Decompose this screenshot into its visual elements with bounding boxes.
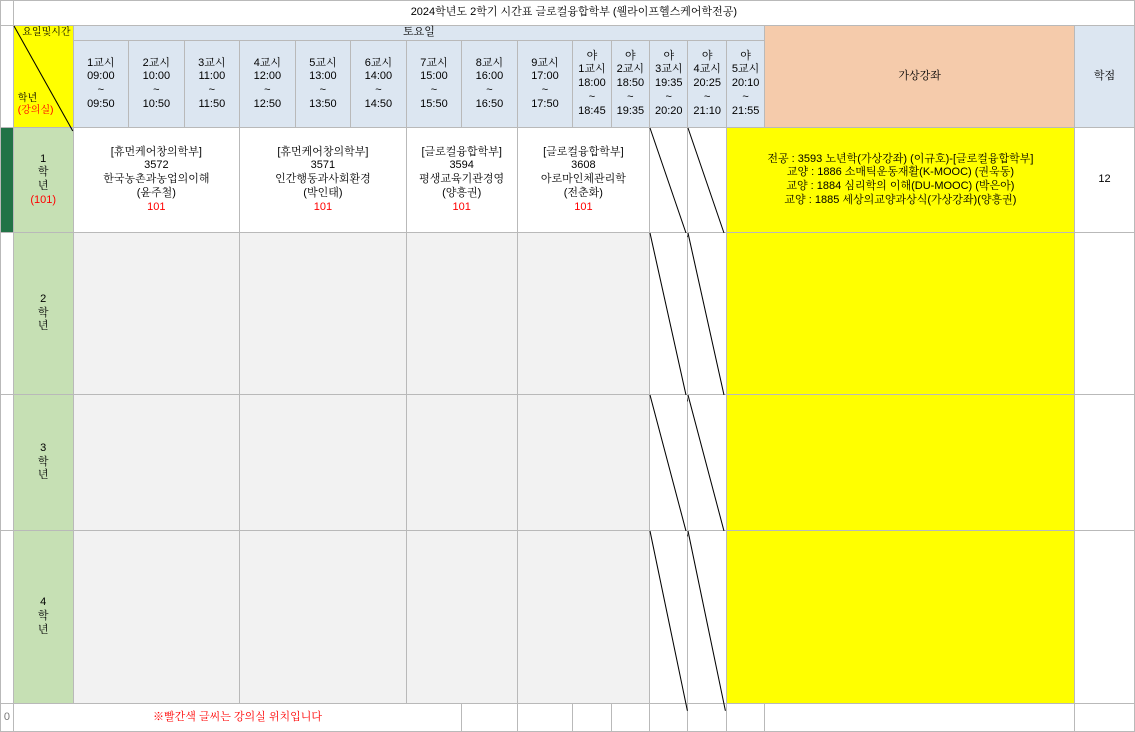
credit-cell-4 <box>1074 531 1134 704</box>
period-header-7: 7교시 15:00 ~ 15:50 <box>406 41 462 128</box>
course-cell-1[interactable]: [휴먼케어창의학부] 3572 한국농촌과농업의이해 (윤주철) 101 <box>73 128 240 233</box>
empty-diagonal-cell-4b <box>688 531 726 704</box>
left-edge-spacer <box>1 26 14 128</box>
footer-blank-3 <box>573 704 611 732</box>
footer-blank-4 <box>611 704 649 732</box>
course-cell-3[interactable]: [글로컬융합학부] 3594 평생교육기관경영 (양흥권) 101 <box>406 128 517 233</box>
empty-diagonal-cell-1b <box>688 128 726 233</box>
credit-cell-2 <box>1074 233 1134 395</box>
footer-blank-7 <box>726 704 764 732</box>
empty-cell-4a[interactable] <box>73 531 240 704</box>
year-room-1: (101) <box>30 193 57 206</box>
row-marker-year-3 <box>1 395 14 531</box>
virtual-course-cell-1[interactable]: 전공 : 3593 노년학(가상강좌) (이규호)-[글로컬융합학부] 교양 : 1886 소매틱운동재활(K-MOOC) (권욱동) 교양 : 1884 심리학의 이해(DU-MOOC) (박은아) 교양 : 1885 세상의교양과상식(가상강좌)(양흥권) <box>726 128 1074 233</box>
saturday-header-row <box>1 26 1135 41</box>
table-row-year-4 <box>1 531 1135 704</box>
period-header-6: 6교시 14:00 ~ 14:50 <box>351 41 407 128</box>
row-marker-year-4 <box>1 531 14 704</box>
footer-note: ※빨간색 글씨는 강의실 위치입니다 <box>13 704 461 732</box>
period-header-2: 2교시 10:00 ~ 10:50 <box>129 41 185 128</box>
footer-blank-9 <box>1074 704 1134 732</box>
page-title: 2024학년도 2학기 시간표 글로컬융합학부 (웰라이프헬스케어학전공) <box>13 1 1134 26</box>
year-label-2: 2 학 년 <box>13 233 73 395</box>
corner-bottom-sub: (강의실) <box>17 105 54 116</box>
footer-blank-2 <box>517 704 573 732</box>
period-header-9: 9교시 17:00 ~ 17:50 <box>517 41 573 128</box>
period-header-3: 3교시 11:00 ~ 11:50 <box>184 41 240 128</box>
empty-cell-4b[interactable] <box>240 531 407 704</box>
virtual-course-cell-3[interactable] <box>726 395 1074 531</box>
empty-cell-4d[interactable] <box>517 531 649 704</box>
period-header-night-3: 야 3교시 19:35 ~ 20:20 <box>650 41 688 128</box>
virtual-course-cell-2[interactable] <box>726 233 1074 395</box>
title-row <box>1 1 1135 26</box>
corner-top-label: 요일및시간 <box>22 27 71 38</box>
period-header-night-4: 야 4교시 20:25 ~ 21:10 <box>688 41 726 128</box>
empty-cell-4c[interactable] <box>406 531 517 704</box>
course-cell-2[interactable]: [휴먼케어창의학부] 3571 인간행동과사회환경 (박인태) 101 <box>240 128 407 233</box>
year-label-3: 3 학 년 <box>13 395 73 531</box>
table-row-year-1 <box>1 128 1135 233</box>
empty-cell-3a[interactable] <box>73 395 240 531</box>
corner-header <box>13 26 73 128</box>
credit-header: 학점 <box>1074 26 1134 128</box>
empty-cell-2a[interactable] <box>73 233 240 395</box>
title-left-spacer <box>1 1 14 26</box>
footer-row <box>1 704 1135 732</box>
empty-cell-2c[interactable] <box>406 233 517 395</box>
empty-diagonal-cell-2b <box>688 233 726 395</box>
empty-cell-3b[interactable] <box>240 395 407 531</box>
empty-diagonal-cell-1a <box>650 128 688 233</box>
empty-diagonal-cell-4a <box>650 531 688 704</box>
row-marker-year-1 <box>1 128 14 233</box>
row-marker-year-2 <box>1 233 14 395</box>
empty-cell-3c[interactable] <box>406 395 517 531</box>
table-row-year-2 <box>1 233 1135 395</box>
empty-diagonal-cell-3b <box>688 395 726 531</box>
period-header-night-5: 야 5교시 20:10 ~ 21:55 <box>726 41 764 128</box>
period-header-night-2: 야 2교시 18:50 ~ 19:35 <box>611 41 649 128</box>
saturday-label: 토요일 <box>73 26 765 41</box>
footer-blank-1 <box>462 704 518 732</box>
empty-cell-3d[interactable] <box>517 395 649 531</box>
virtual-course-header: 가상강좌 <box>765 26 1075 128</box>
course-cell-4[interactable]: [글로컬융합학부] 3608 아로마인체관리학 (전춘화) 101 <box>517 128 649 233</box>
year-label-4: 4 학 년 <box>13 531 73 704</box>
virtual-course-cell-4[interactable] <box>726 531 1074 704</box>
empty-diagonal-cell-2a <box>650 233 688 395</box>
corner-bottom-label: 학년 (강의실) <box>17 93 54 116</box>
row-number-marker: 0 <box>1 704 14 732</box>
year-label-1: 1 학 년 (101) <box>13 128 73 233</box>
period-header-5: 5교시 13:00 ~ 13:50 <box>295 41 351 128</box>
footer-blank-8 <box>765 704 1075 732</box>
period-header-8: 8교시 16:00 ~ 16:50 <box>462 41 518 128</box>
empty-diagonal-cell-3a <box>650 395 688 531</box>
period-header-1: 1교시 09:00 ~ 09:50 <box>73 41 129 128</box>
empty-cell-2d[interactable] <box>517 233 649 395</box>
credit-cell-1: 12 <box>1074 128 1134 233</box>
empty-cell-2b[interactable] <box>240 233 407 395</box>
period-header-4: 4교시 12:00 ~ 12:50 <box>240 41 296 128</box>
table-row-year-3 <box>1 395 1135 531</box>
period-header-night-1: 야 1교시 18:00 ~ 18:45 <box>573 41 611 128</box>
credit-cell-3 <box>1074 395 1134 531</box>
